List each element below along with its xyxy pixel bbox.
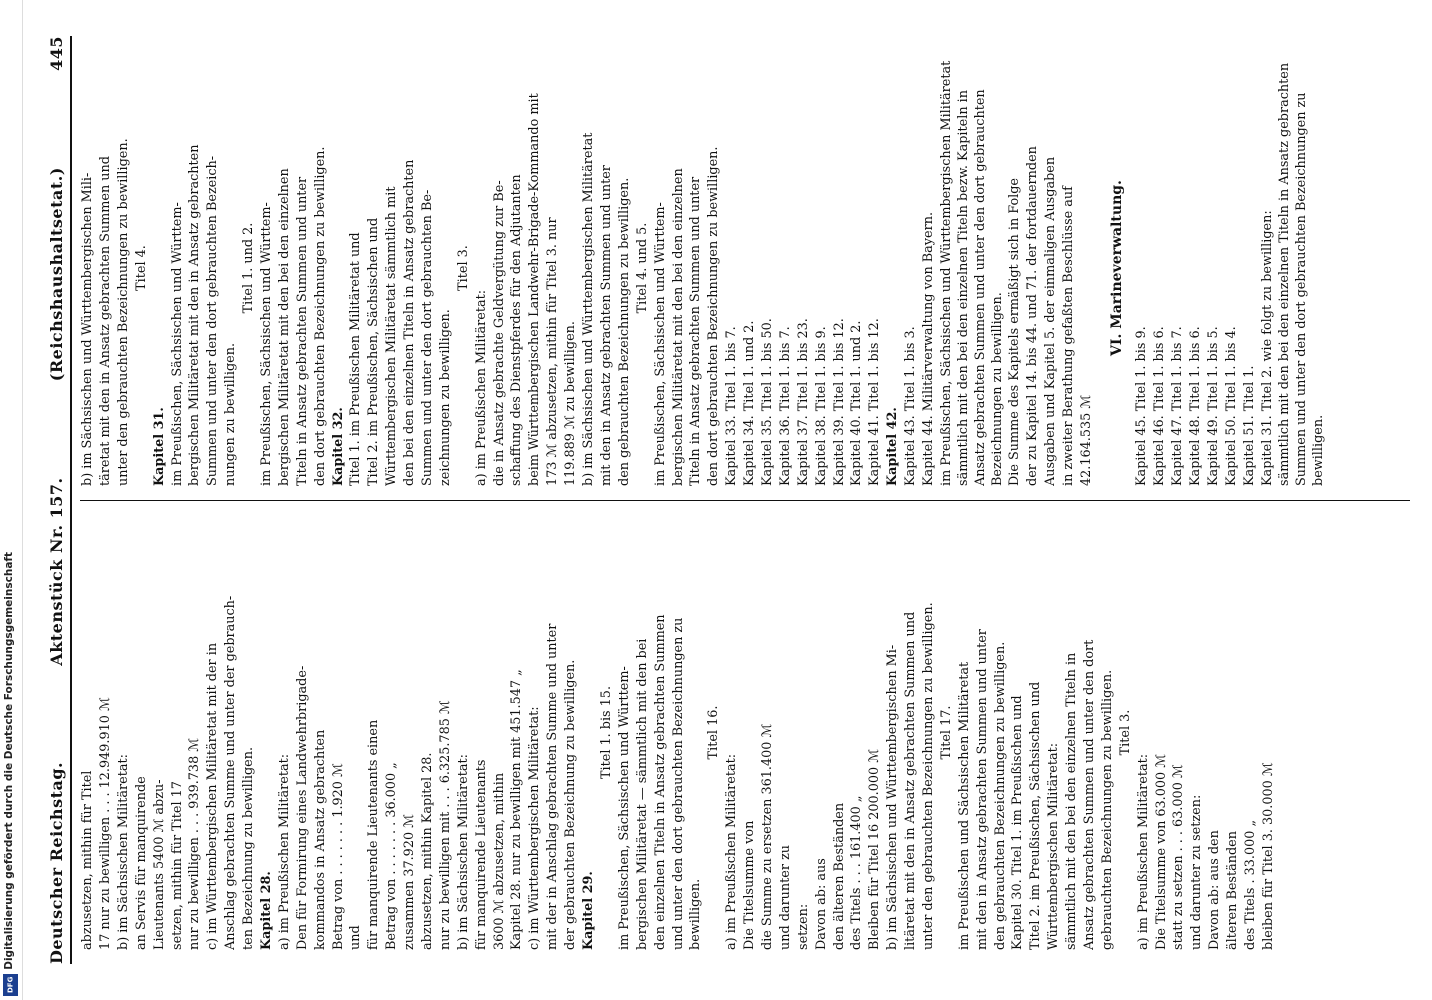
right-text-line: mit den in Ansatz gebrachten Summen und unter <box>598 165 614 486</box>
right-text-line: schaffung des Dienstpferdes für den Adjutanten <box>509 174 525 486</box>
right-text-line: Kapitel 50. Titel 1. bis 4. <box>1223 326 1239 486</box>
right-text-line: Kapitel 31. <box>151 407 167 486</box>
left-column <box>80 500 1410 964</box>
left-text-line: des Titels . . . 161.400 „ <box>849 795 865 950</box>
left-text-line: und darunter zu setzen: <box>1189 794 1205 950</box>
right-text-line: Titel 1. und 2. <box>241 222 257 314</box>
left-text-line: und unter den dort gebrauchten Bezeichnungen zu <box>670 617 686 950</box>
left-text-line: c) im Württembergischen Militäretat: <box>527 706 543 950</box>
right-text-line: im Preußischen, Sächsischen und Württembergischen Militäretat sämmtlich mit den bei den einzelnen Titeln bezw. Kapiteln in Ansatz gebrachten Summen und unter den dort gebrauchten Bezeichnungen zu bewilligen. <box>938 60 1005 486</box>
left-text-line: Kapitel 30. Titel 1. im Preußischen und <box>1010 695 1026 950</box>
left-text-line: mit der in Anschlag gebrachten Summe und unter <box>545 623 561 950</box>
left-text-line: älteren Beständen <box>1225 830 1241 950</box>
left-text-line: für manquirende Lieutenants <box>473 759 489 950</box>
right-text-line: Titel 4. und 5. <box>634 222 650 314</box>
right-text-line: Kapitel 35. Titel 1. bis 50. <box>759 318 775 486</box>
left-text-line: Den für Formirung eines Landwehrbrigade- <box>294 665 310 950</box>
dfg-logo: DFG <box>3 974 18 996</box>
left-text-line: Titel 2. im Preußischen, Sächsischen und <box>1028 681 1044 950</box>
left-text-line: zusammen 37.920 ℳ <box>402 814 418 950</box>
right-text-line: Titeln in Ansatz gebrachten Summen und unter <box>688 176 704 486</box>
left-text-line: Kapitel 28. nur zu bewilligen mit 451.547 „ <box>509 669 525 950</box>
right-text-line: zeichnungen zu bewilligen. <box>437 309 453 486</box>
right-text-line: der zu Kapitel 14. bis 44. und 71. der fortdauernden <box>1025 146 1041 486</box>
left-text-line: Die Titelsumme von 63.000 ℳ <box>1153 754 1169 950</box>
right-text-line: 42.164.535 ℳ <box>1078 394 1094 486</box>
left-text-line: den einzelnen Titeln in Ansatz gebrachten Summen <box>652 614 668 950</box>
left-text-line: Die Titelsumme von <box>742 820 758 950</box>
right-text-line: den dort gebrauchten Bezeichnungen zu bewilligen. <box>312 146 328 486</box>
right-text-line: im Preußischen, Sächsischen und Württem- <box>259 202 275 486</box>
left-text-line: ten Bezeichnung zu bewilligen. <box>241 746 257 950</box>
left-text-line: abzusetzen, mithin Kapitel 28. <box>420 752 436 950</box>
right-text-line: Titeln in Ansatz gebrachten Summen und unter <box>294 176 310 486</box>
left-text-line: Betrag von . . . . . . . 36.000 „ <box>384 762 400 950</box>
right-text-line: Die Summe des Kapitels ermäßigt sich in Folge <box>1007 177 1023 486</box>
right-text-line: Kapitel 32. <box>330 407 346 486</box>
right-text-line: Kapitel 40. Titel 1. und 2. <box>849 320 865 486</box>
right-text-line: Kapitel 43. Titel 1. bis 3. <box>903 326 919 486</box>
left-text-line: Titel 3. <box>1117 709 1133 756</box>
right-text-line: Kapitel 42. <box>885 407 901 486</box>
right-text-line: Kapitel 31. Titel 2. wie folgt zu bewilligen: <box>1259 210 1275 486</box>
right-text-line: Kapitel 37. Titel 1. bis 23. <box>795 318 811 486</box>
left-text-line: Titel 16. <box>706 705 722 760</box>
left-text-line: im Preußischen und Sächsischen Militäretat <box>956 661 972 950</box>
left-text-line: Betrag von . . . . . . . 1.920 ℳ <box>330 763 346 950</box>
left-text-line: den gebrauchten Bezeichnungen zu bewilligen. <box>992 641 1008 950</box>
right-text-line: Kapitel 51. Titel 1. <box>1241 365 1257 486</box>
right-text-line: Titel 4. <box>133 245 149 291</box>
right-text-line: 173 ℳ abzusetzen, mithin für Titel 3. nur <box>545 217 561 486</box>
left-text-line: mit den in Ansatz gebrachten Summen und unter <box>974 629 990 950</box>
right-text-line: bergischen Militäretat mit den bei den einzelnen <box>276 168 292 486</box>
right-text-line: Kapitel 48. Titel 1. bis 6. <box>1188 326 1204 486</box>
left-text-line: Kapitel 28. <box>259 871 275 950</box>
left-text-line: 3600 ℳ abzusetzen, mithin <box>491 772 507 950</box>
left-text-line: Bleiben für Titel 16 200.000 ℳ <box>867 749 883 950</box>
left-text-line: litäretat mit den in Ansatz gebrachten Summen und <box>903 611 919 950</box>
right-text-line: bergischen Militäretat mit den in Ansatz gebrachten <box>187 144 203 486</box>
right-text-line: a) im Preußischen Militäretat: <box>473 289 489 486</box>
left-text-line: b) im Sächsischen und Württembergischen Mi- <box>885 644 901 950</box>
right-text-line: b) im Sächsischen und Württembergischen Mili- <box>80 172 96 486</box>
right-text-line: Kapitel 47. Titel 1. bis 7. <box>1170 326 1186 486</box>
right-text-line: Summen und unter den dort gebrauchten Be- <box>420 189 436 486</box>
right-text-line: Kapitel 38. Titel 1. bis 9. <box>813 326 829 486</box>
page-number: 445 <box>47 36 66 71</box>
left-text-line: setzen, mithin für Titel 17 <box>169 781 185 950</box>
page-header <box>46 36 72 964</box>
right-text-line: Titel 1. im Preußischen Militäretat und <box>348 232 364 486</box>
right-text-line: nungen zu bewilligen. <box>223 342 239 486</box>
right-text-line: unter den gebrauchten Bezeichnungen zu bewilligen. <box>115 138 131 486</box>
left-text-line: der gebrauchten Bezeichnung zu bewilligen. <box>563 659 579 950</box>
right-text-line: Kapitel 39. Titel 1. bis 12. <box>831 318 847 486</box>
left-text-line: und darunter zu <box>777 844 793 950</box>
header-subtitle: (Reichshaushaltsetat.) <box>47 167 66 382</box>
right-text-line: den gebrauchten Bezeichnungen zu bewilligen. <box>616 177 632 486</box>
left-text-line: im Preußischen, Sächsischen und Württem- <box>616 666 632 950</box>
left-text-line: a) im Preußischen Militäretat: <box>276 753 292 950</box>
right-text-line: b) im Sächsischen und Württembergischen Militäretat <box>581 132 597 486</box>
left-text-line: statt zu setzen . . . 63.000 ℳ <box>1171 764 1187 950</box>
right-text-line: Kapitel 36. Titel 1. bis 7. <box>777 326 793 486</box>
right-text-line: Kapitel 49. Titel 1. bis 5. <box>1205 326 1221 486</box>
left-text-line: die Summe zu ersetzen 361.400 ℳ <box>759 723 775 950</box>
left-text-line: für manquirende Lieutenants einen <box>366 719 382 950</box>
text-columns <box>80 36 1410 964</box>
left-text-line: b) im Sächsischen Militäretat: <box>115 754 131 950</box>
right-text-line: Kapitel 44. Militärverwaltung von Bayern. <box>920 211 936 486</box>
header-document: Aktenstück Nr. 157. <box>47 477 66 666</box>
right-text-line: Kapitel 46. Titel 1. bis 6. <box>1152 326 1168 486</box>
right-text-line: bergischen Militäretat mit den bei den einzelnen <box>670 168 686 486</box>
left-text-line: nur zu bewilligen mit . . . 6.325.785 ℳ <box>437 700 453 950</box>
left-text-line: Titel 17. <box>938 705 954 760</box>
left-text-line: abzusetzen, mithin für Titel <box>80 770 96 950</box>
left-text-line: des Titels . 33.000 „ <box>1243 819 1258 950</box>
left-text-line: a) im Preußischen Militäretat: <box>724 753 740 950</box>
left-text-line: Davon ab: aus den <box>1207 830 1223 950</box>
left-text-line: kommandos in Ansatz gebrachten <box>312 729 328 950</box>
right-column <box>80 36 1410 500</box>
left-text-line: bewilligen. <box>688 878 704 950</box>
left-text-line: unter den gebrauchten Bezeichnungen zu bewilligen. <box>920 602 936 950</box>
right-text-line: den dort gebrauchten Bezeichnungen zu bewilligen. <box>706 146 722 486</box>
right-text-line: beim Württembergischen Landwehr-Brigade-Kommando mit <box>527 93 543 486</box>
right-text-line: Titel 3. <box>455 245 471 291</box>
right-text-line: Kapitel 45. Titel 1. bis 9. <box>1134 326 1150 486</box>
left-text-line: bergischen Militäretat — sämmtlich mit den bei <box>634 638 650 950</box>
right-text-line: Ausgaben und Kapitel 5. der einmaligen Ausgaben <box>1043 156 1059 486</box>
right-text-line: Württembergischen Militäretat sämmtlich mit <box>384 186 400 486</box>
left-text-line: gebrauchten Bezeichnungen zu bewilligen. <box>1099 669 1115 950</box>
right-text-line: Kapitel 41. Titel 1. bis 12. <box>867 318 883 486</box>
left-text-line: und <box>348 925 364 950</box>
left-text-line: an Servis für manquirende <box>133 776 149 950</box>
right-text-line: die in Ansatz gebrachte Geldvergütung zur Be- <box>491 180 507 486</box>
left-text-line: nur zu bewilligen . . . 939.738 ℳ <box>187 738 203 950</box>
rotated-page <box>22 0 1432 1000</box>
right-text-line: 119.889 ℳ zu bewilligen. <box>563 321 579 486</box>
left-text-line: Württembergischen Militäretat: <box>1046 742 1062 950</box>
left-text-line: bleiben für Titel 3. 30.000 ℳ <box>1260 762 1276 950</box>
right-text-line: Kapitel 33. Titel 1. bis 7. <box>724 326 740 486</box>
digitization-credit: Digitalisierung gefördert durch die Deutsche Forschungsgemeinschaft <box>3 552 15 970</box>
left-text-line: Anschlag gebrachten Summe und unter der gebrauch- <box>223 595 239 950</box>
left-text-line: setzen: <box>795 903 811 950</box>
right-text-line: im Preußischen, Sächsischen und Württem- <box>652 202 668 486</box>
right-text-line: in zweiter Berathung gefaßten Beschlüsse auf <box>1061 186 1077 486</box>
right-text-line: Titel 2. im Preußischen, Sächsischen und <box>366 217 382 486</box>
left-text-line: Titel 1. bis 15. <box>598 685 614 780</box>
left-text-line: b) im Sächsischen Militäretat: <box>455 754 471 950</box>
side-strip <box>0 0 23 1000</box>
left-text-line: Kapitel 29. <box>581 871 597 950</box>
left-text-line: Lieutenants 5400 ℳ abzu- <box>151 779 167 950</box>
left-text-line: 17 nur zu bewilligen . . . 12.949.910 ℳ <box>98 697 113 950</box>
right-text-line: im Preußischen, Sächsischen und Württem- <box>169 202 185 486</box>
left-text-line: sämmtlich mit den bei den einzelnen Titeln in <box>1064 652 1080 950</box>
right-text-line: sämmtlich mit den bei den einzelnen Titeln in Ansatz gebrachten Summen und unter den dort gebrauchten Bezeichnungen zu bewilligen. <box>1277 62 1327 486</box>
right-text-line: den bei den einzelnen Titeln in Ansatz gebrachten <box>402 159 418 486</box>
header-title: Deutscher Reichstag. <box>47 761 66 964</box>
left-text-line: den älteren Beständen <box>831 802 847 950</box>
right-text-line: Kapitel 34. Titel 1. und 2. <box>742 320 758 486</box>
right-text-line: VI. Marineverwaltung. <box>1108 180 1125 356</box>
right-text-line: täretat mit den in Ansatz gebrachten Summen und <box>98 156 113 486</box>
left-text-line: a) im Preußischen Militäretat: <box>1135 753 1151 950</box>
left-text-line: c) im Württembergischen Militäretat mit der in <box>205 642 221 950</box>
left-text-line: Ansatz gebrachten Summen und unter den dort <box>1081 639 1097 950</box>
right-text-line: Summen und unter den dort gebrauchten Bezeich- <box>205 155 221 486</box>
left-text-line: Davon ab: aus <box>813 858 829 950</box>
